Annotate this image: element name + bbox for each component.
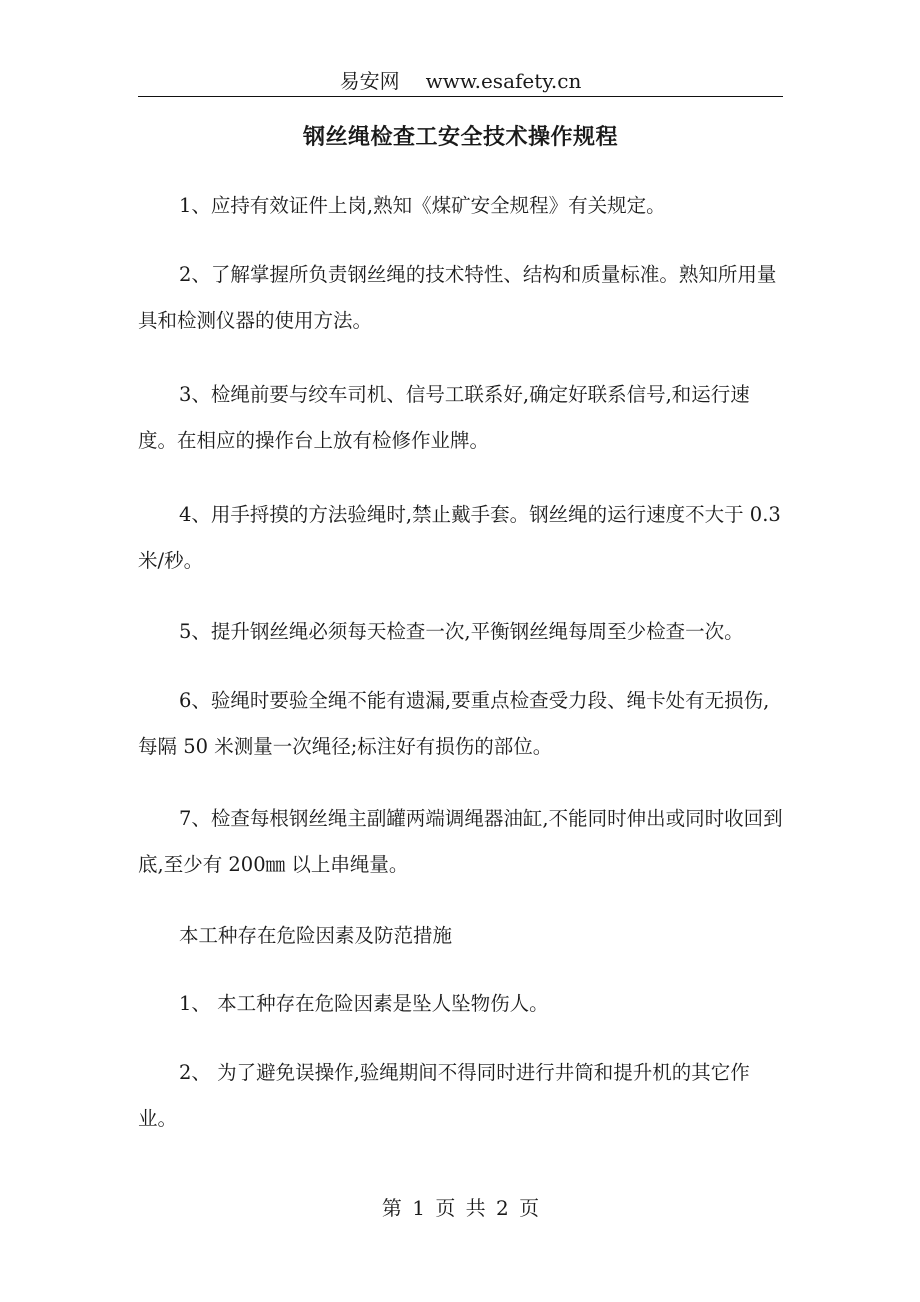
rule-paragraph-1: 1、应持有效证件上岗,熟知《煤矿安全规程》有关规定。 (179, 194, 666, 217)
rule-paragraph-3: 3、检绳前要与绞车司机、信号工联系好,确定好联系信号,和运行速度。在相应的操作台上放有检修作业牌。 (138, 383, 750, 452)
document-title: 钢丝绳检查工安全技术操作规程 (302, 124, 618, 150)
page-header (138, 66, 783, 96)
header-site-name: 易安网 (339, 69, 400, 93)
page-footer: 第 1 页 共 2 页 (381, 1196, 540, 1220)
rule-paragraph-5: 5、提升钢丝绳必须每天检查一次,平衡钢丝绳每周至少检查一次。 (179, 620, 744, 643)
rule-paragraph-2: 2、了解掌握所负责钢丝绳的技术特性、结构和质量标准。熟知所用量具和检测仪器的使用方法。 (138, 263, 777, 332)
header-url[interactable]: www.esafety.cn (425, 69, 582, 93)
rule-paragraph-6: 6、验绳时要验全绳不能有遗漏,要重点检查受力段、绳卡处有无损伤,每隔 50 米测量一次绳径;标注好有损伤的部位。 (138, 689, 770, 758)
header-divider (138, 96, 783, 97)
hazard-section-heading: 本工种存在危险因素及防范措施 (179, 924, 453, 947)
rule-paragraph-4: 4、用手捋摸的方法验绳时,禁止戴手套。钢丝绳的运行速度不大于 0.3 米/秒。 (138, 503, 781, 572)
rule-paragraph-7: 7、检查每根钢丝绳主副罐两端调绳器油缸,不能同时伸出或同时收回到底,至少有 200㎜ 以上串绳量。 (138, 807, 783, 876)
hazard-item-1: 1、 本工种存在危险因素是坠人坠物伤人。 (179, 992, 549, 1015)
hazard-item-2: 2、 为了避免误操作,验绳期间不得同时进行井筒和提升机的其它作业。 (138, 1061, 750, 1130)
